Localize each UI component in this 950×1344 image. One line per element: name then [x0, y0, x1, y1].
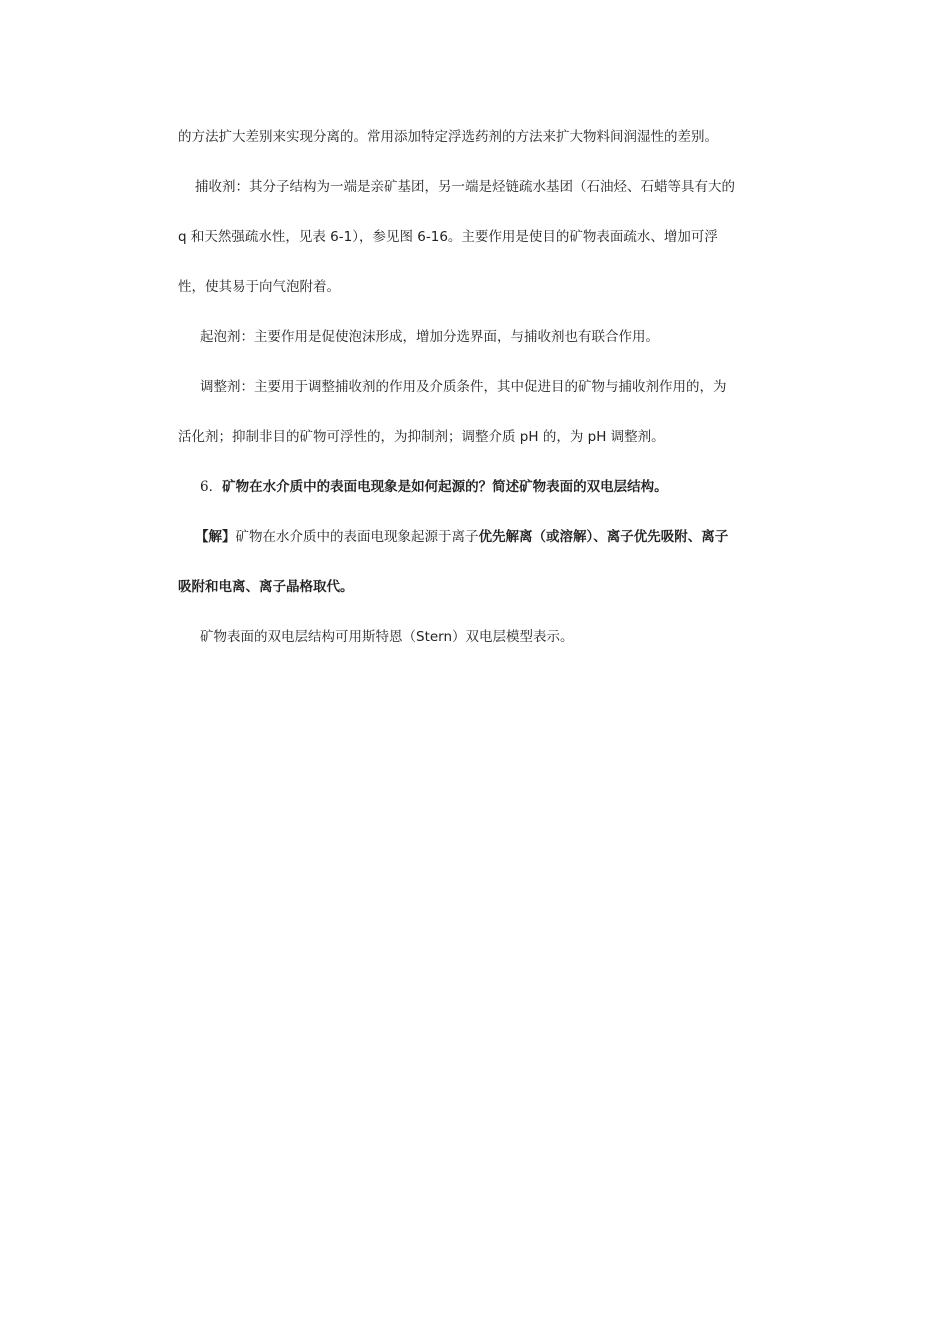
question-6-line	[178, 474, 774, 524]
stern-line	[178, 624, 774, 674]
collector-text-3: 性，使其易于向气泡附着。	[178, 279, 340, 295]
collector-line-3	[178, 274, 774, 324]
collector-text-2c: 。主要作用是使目的矿物表面疏水、增加可浮	[447, 229, 718, 245]
answer-text-2: 吸附和电离、离子晶格取代。	[178, 579, 354, 595]
collector-text-1: 捕收剂：其分子结构为一端是亲矿基团，另一端是烃链疏水基团（石油烃、石蜡等具有大的	[195, 179, 735, 195]
answer-text-1a: 矿物在水介质中的表面电现象起源于离子	[235, 529, 479, 545]
stern-text-a: 矿物表面的双电层结构可用斯特恩（	[200, 629, 416, 645]
collector-line-1	[178, 174, 774, 224]
regulator-text-2c: 调整剂。	[606, 429, 665, 445]
collector-figure-ref: 6-16	[417, 229, 448, 245]
regulator-text-2a: 活化剂；抑制非目的矿物可浮性的，为抑制剂；调整介质	[178, 429, 520, 445]
regulator-ph-2: pH	[587, 429, 607, 445]
answer-text-1b: 优先解离（或溶解）、离子优先吸附、离子	[478, 529, 729, 545]
intro-text: 的方法扩大差别来实现分离的。常用添加特定浮选药剂的方法来扩大物料间润湿性的差别。	[178, 129, 718, 145]
regulator-text-2b: 的，为	[538, 429, 588, 445]
answer-label: 【解】	[195, 529, 236, 545]
answer-line-2	[178, 574, 774, 624]
collector-q-symbol: q	[178, 229, 187, 245]
frother-line	[178, 324, 774, 374]
question-text: 矿物在水介质中的表面电现象是如何起源的？简述矿物表面的双电层结构。	[222, 479, 668, 495]
document-body	[178, 124, 774, 674]
collector-line-2	[178, 224, 774, 274]
answer-line-1	[178, 524, 774, 574]
collector-text-2a: 和天然强疏水性，见表	[186, 229, 331, 245]
frother-text: 起泡剂：主要作用是促使泡沫形成，增加分选界面，与捕收剂也有联合作用。	[200, 329, 659, 345]
regulator-ph-1: pH	[519, 429, 539, 445]
regulator-line-1	[178, 374, 774, 424]
collector-table-ref: 6-1）	[330, 229, 359, 245]
collector-text-2b: ，参见图	[358, 229, 418, 245]
regulator-line-2	[178, 424, 774, 474]
stern-text-c: ）双电层模型表示。	[452, 629, 574, 645]
regulator-text-1: 调整剂：主要用于调整捕收剂的作用及介质条件，其中促进目的矿物与捕收剂作用的，为	[200, 379, 727, 395]
question-number: 6．	[200, 479, 223, 495]
stern-name: Stern	[416, 629, 453, 645]
paragraph-intro-line	[178, 124, 774, 174]
